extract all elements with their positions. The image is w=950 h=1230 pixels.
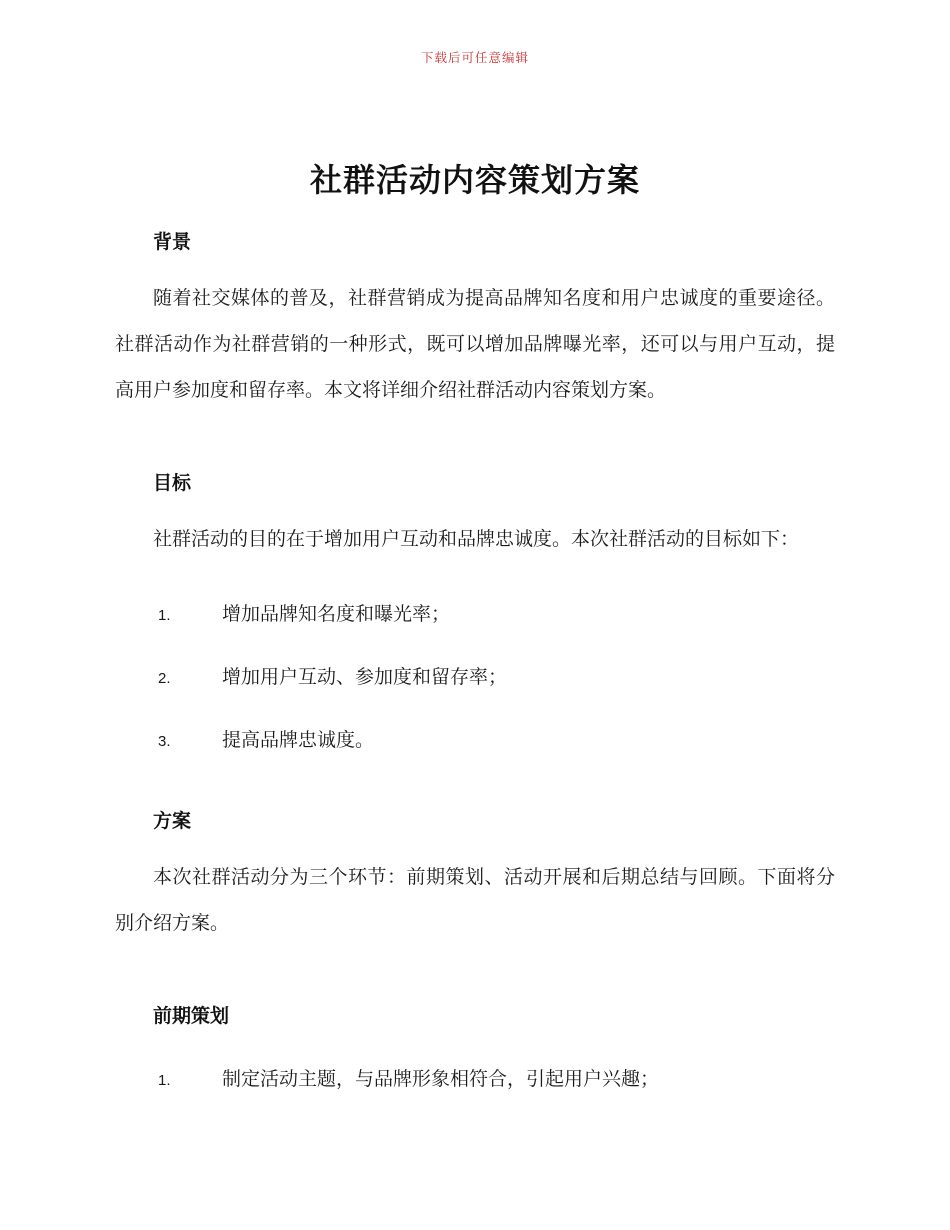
header-note: 下载后可任意编辑: [420, 51, 529, 65]
list-number: 3.: [158, 733, 171, 750]
list-item: [158, 1064, 835, 1091]
section-heading-early-planning: 前期策划: [153, 1006, 230, 1027]
paragraph-background: 随着社交媒体的普及，社群营销成为提高品牌知名度和用户忠诚度的重要途径。社群活动作为社群营销的一种形式，既可以增加品牌曝光率，还可以与用户互动，提高用户参加度和留存率。本文将详细介绍社群活动内容策划方案。: [115, 288, 835, 401]
list-text: 增加品牌知名度和曝光率；: [222, 604, 451, 625]
goals-list: [115, 599, 835, 752]
list-number: 2.: [158, 670, 171, 687]
list-item: [158, 662, 835, 689]
list-text: 制定活动主题，与品牌形象相符合，引起用户兴趣；: [222, 1069, 660, 1090]
list-item: [158, 599, 835, 626]
section-heading-goals: 目标: [153, 473, 192, 494]
document-title: 社群活动内容策划方案: [309, 162, 640, 198]
list-item: [158, 725, 835, 752]
early-planning-list: [115, 1064, 835, 1091]
section-early-planning: [115, 1001, 835, 1091]
list-text: 增加用户互动、参加度和留存率；: [222, 667, 508, 688]
section-goals: [115, 468, 835, 752]
section-plan: [115, 806, 835, 947]
list-number: 1.: [158, 1072, 171, 1089]
paragraph-plan: 本次社群活动分为三个环节：前期策划、活动开展和后期总结与回顾。下面将分别介绍方案。: [115, 867, 835, 934]
paragraph-goals: 社群活动的目的在于增加用户互动和品牌忠诚度。本次社群活动的目标如下：: [153, 529, 800, 550]
list-number: 1.: [158, 607, 171, 624]
section-background: [115, 227, 835, 414]
section-heading-background: 背景: [153, 232, 192, 253]
section-heading-plan: 方案: [153, 811, 192, 832]
list-text: 提高品牌忠诚度。: [222, 730, 375, 751]
